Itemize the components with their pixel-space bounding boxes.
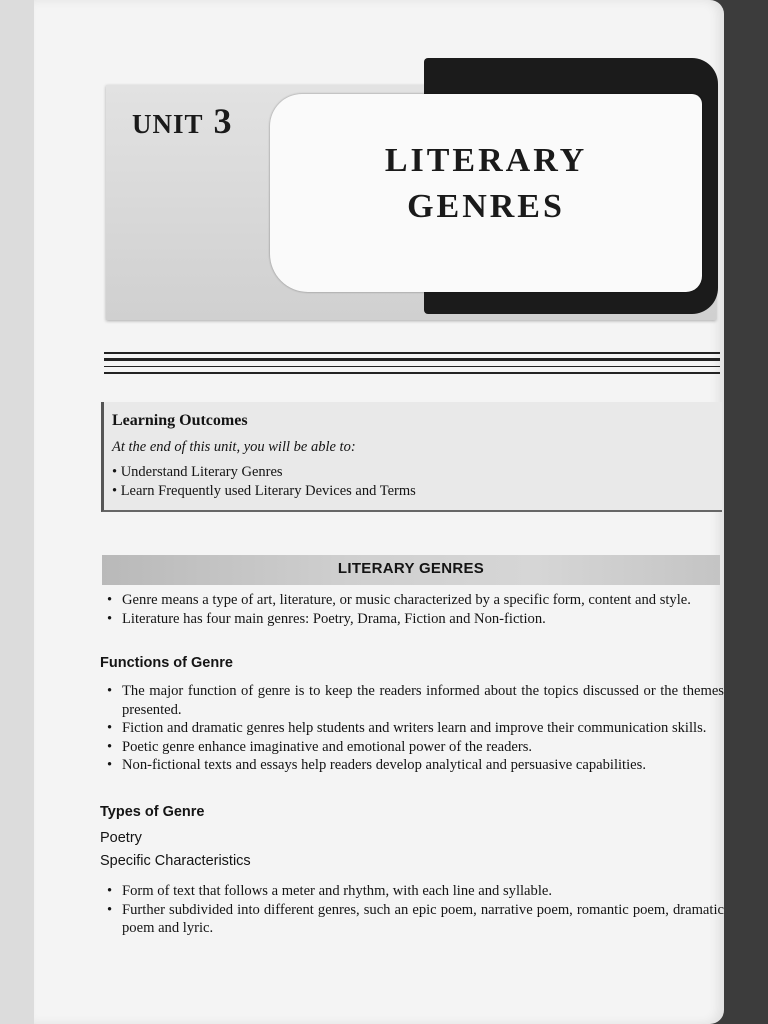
functions-heading: Functions of Genre bbox=[100, 655, 233, 671]
list-item-text: The major function of genre is to keep the readers informed about the topics discussed or the themes presented. bbox=[122, 683, 724, 718]
unit-word: UNIT bbox=[132, 109, 204, 139]
list-item-text: Genre means a type of art, literature, or music characterized by a specific form, content and style. bbox=[122, 592, 691, 608]
genre-poetry-label: Poetry bbox=[100, 830, 142, 846]
bullet-marker: • bbox=[107, 901, 113, 918]
bullet-marker: • bbox=[107, 757, 113, 773]
outcome-item bbox=[112, 483, 416, 500]
unit-number: 3 bbox=[213, 101, 233, 141]
divider-rule-1 bbox=[104, 352, 720, 354]
bullet-marker: • bbox=[112, 483, 118, 499]
divider-rule-2 bbox=[104, 358, 720, 361]
bullet-marker: • bbox=[107, 720, 113, 736]
list-item-text: Non-fictional texts and essays help readers develop analytical and persuasive capabilities. bbox=[122, 757, 646, 773]
list-item-text: Poetic genre enhance imaginative and emotional power of the readers. bbox=[122, 738, 533, 755]
list-item bbox=[104, 901, 724, 938]
bullet-marker: • bbox=[107, 592, 113, 608]
unit-label bbox=[132, 100, 233, 142]
divider-rule-3 bbox=[104, 366, 720, 367]
list-item-text: Further subdivided into different genres, such an epic poem, narrative poem, romantic poem, dramatic poem and lyric. bbox=[122, 901, 724, 936]
list-item bbox=[104, 882, 724, 901]
list-item bbox=[104, 719, 724, 738]
functions-bullet-list bbox=[104, 682, 724, 775]
poetry-bullet-list bbox=[104, 882, 724, 938]
list-item bbox=[104, 682, 724, 719]
list-item bbox=[104, 738, 724, 757]
bullet-marker: • bbox=[107, 883, 113, 899]
intro-bullet-list bbox=[104, 591, 724, 628]
bullet-marker: • bbox=[107, 683, 113, 699]
list-item bbox=[104, 610, 724, 629]
divider-rule-4 bbox=[104, 372, 720, 374]
list-item-text: Literature has four main genres: Poetry, Drama, Fiction and Non-fiction. bbox=[122, 610, 546, 627]
list-item-text: Form of text that follows a meter and rhythm, with each line and syllable. bbox=[122, 883, 553, 899]
bullet-marker: • bbox=[107, 610, 113, 627]
title-line-2: GENRES bbox=[407, 188, 565, 225]
book-page bbox=[34, 0, 724, 1024]
bullet-marker: • bbox=[112, 464, 118, 480]
outcome-item bbox=[112, 464, 283, 481]
bullet-marker: • bbox=[107, 738, 113, 755]
characteristics-subheading: Specific Characteristics bbox=[100, 853, 251, 869]
outcome-text: Learn Frequently used Literary Devices and Terms bbox=[120, 483, 416, 499]
list-item bbox=[104, 756, 724, 775]
page-title bbox=[270, 138, 702, 230]
outcome-text: Understand Literary Genres bbox=[120, 464, 283, 480]
section-title: LITERARY GENRES bbox=[337, 560, 485, 577]
types-heading: Types of Genre bbox=[100, 804, 205, 820]
learning-outcomes-box bbox=[101, 402, 722, 512]
learning-outcomes-heading: Learning Outcomes bbox=[112, 412, 248, 429]
learning-outcomes-intro: At the end of this unit, you will be able to: bbox=[112, 439, 356, 455]
list-item-text: Fiction and dramatic genres help students and writers learn and improve their communication skills. bbox=[122, 720, 707, 736]
title-line-1: LITERARY bbox=[384, 142, 588, 179]
scan-background-right bbox=[722, 0, 768, 1024]
list-item bbox=[104, 591, 724, 610]
